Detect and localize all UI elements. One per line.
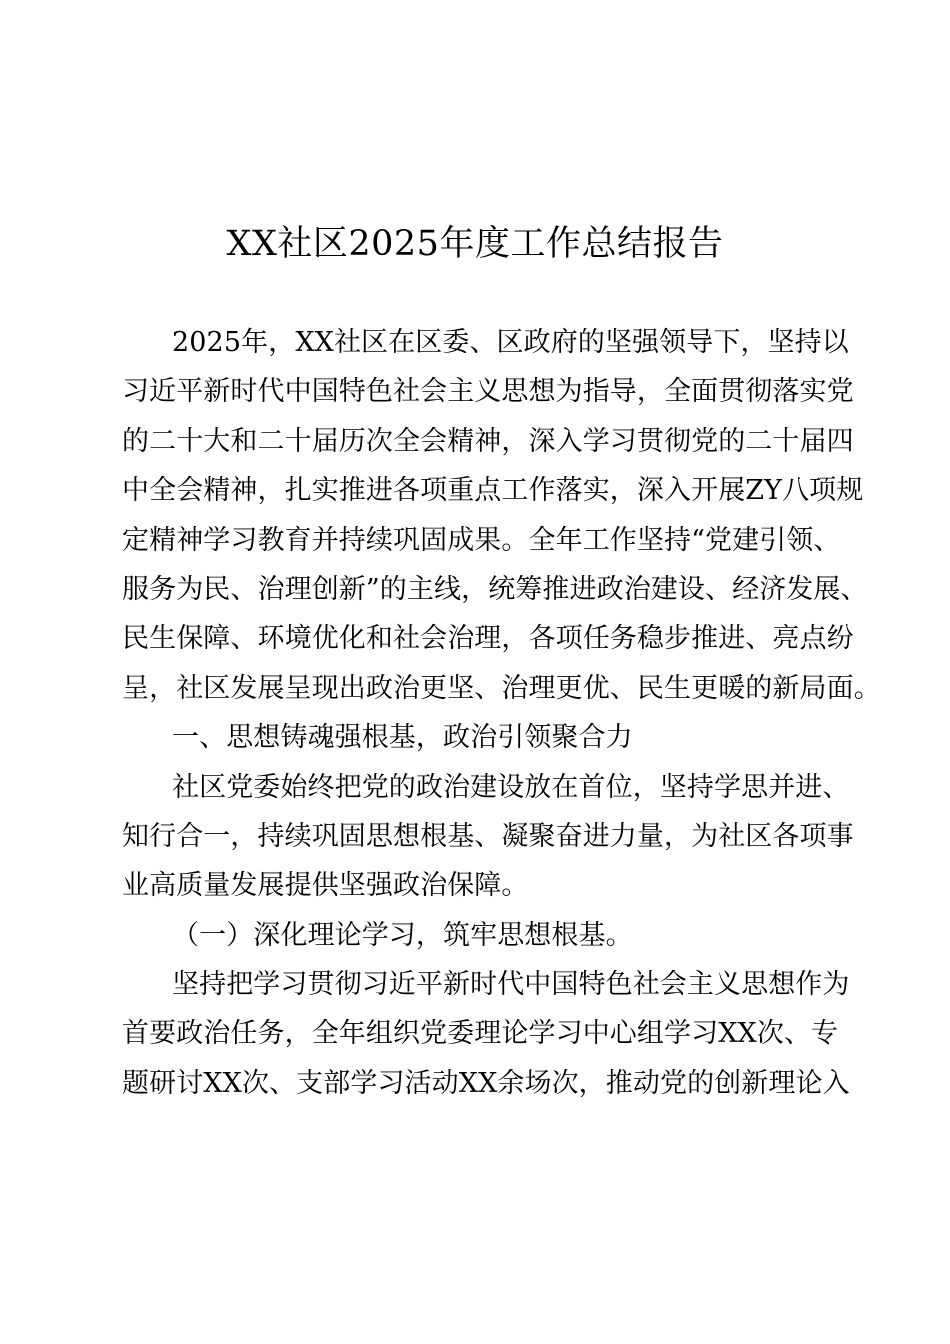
text-line: 习近平新时代中国特色社会主义思想为指导，全面贯彻落实党 xyxy=(122,376,854,408)
text-line: （一）深化理论学习，筑牢思想根基。 xyxy=(172,919,633,951)
text-line: 社区党委始终把党的政治建设放在首位，坚持学思并进、 xyxy=(172,771,850,803)
text-line: 坚持把学习贯彻习近平新时代中国特色社会主义思想作为 xyxy=(172,969,850,1001)
text-line: 民生保障、环境优化和社会治理，各项任务稳步推进、亮点纷 xyxy=(122,623,854,655)
text-line: 知行合一，持续巩固思想根基、凝聚奋进力量，为社区各项事 xyxy=(122,820,854,852)
text-line: 题研讨XX次、支部学习活动XX余场次，推动党的创新理论入 xyxy=(122,1067,850,1099)
text-line: 中全会精神，扎实推进各项重点工作落实，深入开展ZY八项规 xyxy=(122,475,864,507)
text-line: 服务为民、治理创新”的主线，统筹推进政治建设、经济发展、 xyxy=(122,573,868,605)
text-line: 呈，社区发展呈现出政治更坚、治理更优、民生更暖的新局面。 xyxy=(122,672,881,704)
document-title: XX社区2025年度工作总结报告 xyxy=(226,224,724,264)
text-line: 首要政治任务，全年组织党委理论学习中心组学习XX次、专 xyxy=(122,1018,839,1050)
text-line: 一、思想铸魂强根基，政治引领聚合力 xyxy=(172,722,633,754)
text-line: 定精神学习教育并持续巩固成果。全年工作坚持“党建引领、 xyxy=(122,524,841,556)
text-line: 2025年，XX社区在区委、区政府的坚强领导下，坚持以 xyxy=(172,327,849,358)
document-body xyxy=(122,318,881,1108)
text-line: 的二十大和二十届历次全会精神，深入学习贯彻党的二十届四 xyxy=(122,425,854,457)
text-line: 业高质量发展提供坚强政治保障。 xyxy=(122,870,529,902)
